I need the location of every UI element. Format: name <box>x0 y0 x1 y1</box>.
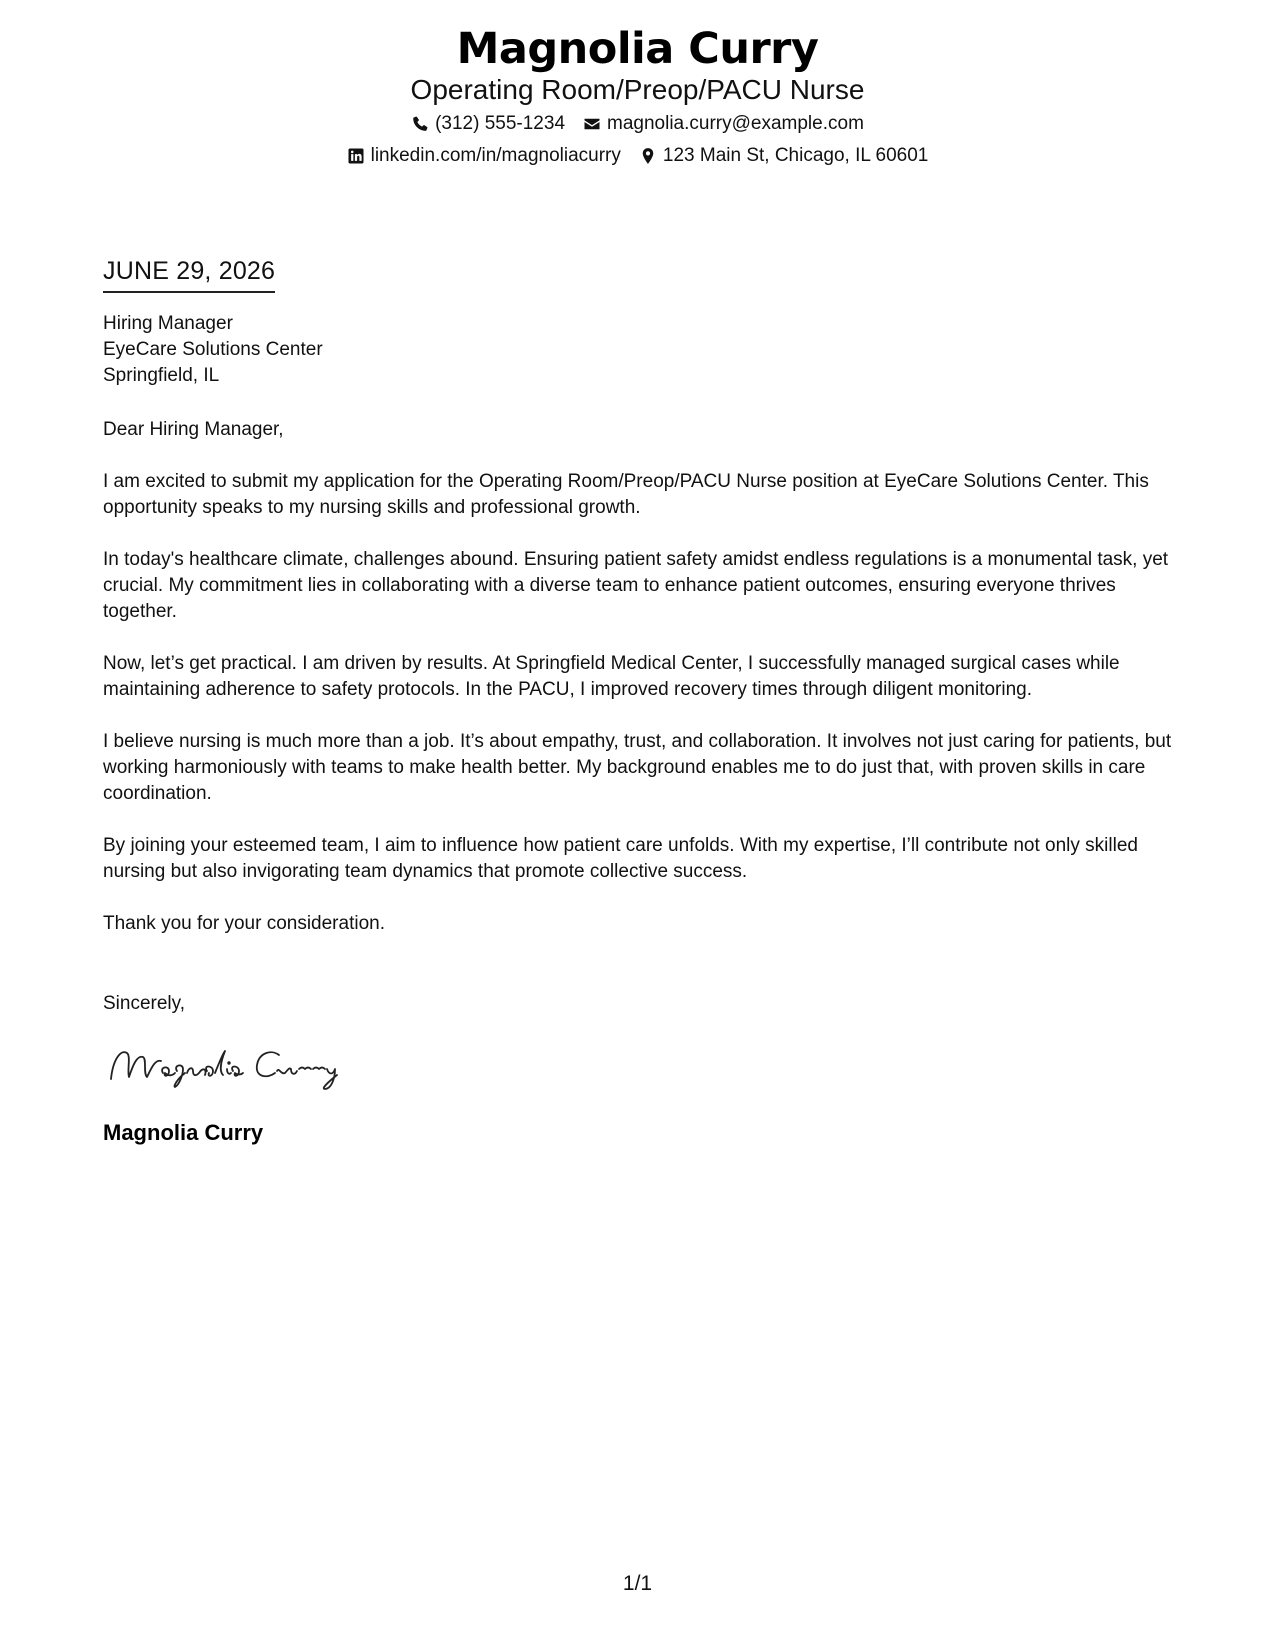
salutation: Dear Hiring Manager, <box>103 419 284 440</box>
recipient-location: Springfield, IL <box>103 365 220 386</box>
paragraph <box>103 729 1173 807</box>
paragraph-text: Now, let’s get practical. I am driven by results. At Springfield Medical Center, I successfully managed surgical cases while maintaining adherence to safety protocols. In the PACU, I improved recovery times through diligent monitoring. <box>103 653 1120 700</box>
page-number: 1/1 <box>622 1572 653 1595</box>
letter-header <box>0 22 1275 170</box>
closing: Sincerely, <box>103 993 186 1014</box>
letter-body <box>103 255 1173 1147</box>
paragraph-text: I am excited to submit my application for the Operating Room/Preop/PACU Nurse position at EyeCare Solutions Center. This opportunity speaks to my nursing skills and professional growth. <box>103 471 1149 518</box>
address-contact <box>639 142 928 170</box>
letter-date: JUNE 29, 2026 <box>103 255 275 293</box>
recipient-company: EyeCare Solutions Center <box>103 339 323 360</box>
recipient-title: Hiring Manager <box>103 313 233 334</box>
paragraph <box>103 911 1173 937</box>
paragraph <box>103 833 1173 885</box>
handwritten-signature <box>103 1039 363 1095</box>
phone-contact <box>411 110 565 138</box>
linkedin-contact[interactable] <box>347 142 621 170</box>
paragraph-text: Thank you for your consideration. <box>103 913 385 934</box>
paragraph-text: By joining your esteemed team, I aim to influence how patient care unfolds. With my expertise, I’ll contribute not only skilled nursing but also invigorating team dynamics that promote collective success. <box>103 835 1138 882</box>
email-text[interactable]: magnolia.curry@example.com <box>607 113 864 134</box>
linkedin-text[interactable]: linkedin.com/in/magnoliacurry <box>370 145 621 166</box>
paragraph <box>103 651 1173 703</box>
applicant-name: Magnolia Curry <box>456 24 819 74</box>
applicant-role: Operating Room/Preop/PACU Nurse <box>410 74 865 105</box>
contact-row-primary <box>0 110 1275 138</box>
paragraph <box>103 547 1173 625</box>
linkedin-icon <box>347 147 365 165</box>
email-contact[interactable] <box>583 110 864 138</box>
phone-icon <box>411 115 429 133</box>
map-marker-icon <box>639 147 657 165</box>
address-text: 123 Main St, Chicago, IL 60601 <box>662 145 929 166</box>
paragraph <box>103 469 1173 521</box>
recipient-block <box>103 311 1173 389</box>
phone-text: (312) 555-1234 <box>435 113 566 134</box>
paragraph-text: In today's healthcare climate, challenges abound. Ensuring patient safety amidst endless regulations is a monumental task, yet crucial. My commitment lies in collaborating with a diverse team to enhance patient outcomes, ensuring everyone thrives together. <box>103 549 1169 622</box>
envelope-icon <box>583 115 601 133</box>
contact-row-secondary <box>0 142 1275 170</box>
paragraph-text: I believe nursing is much more than a job. It’s about empathy, trust, and collaboration. It involves not just caring for patients, but working harmoniously with teams to make health better. My background enables me to do just that, with proven skills in care coordination. <box>103 731 1172 804</box>
signed-name: Magnolia Curry <box>103 1120 264 1145</box>
